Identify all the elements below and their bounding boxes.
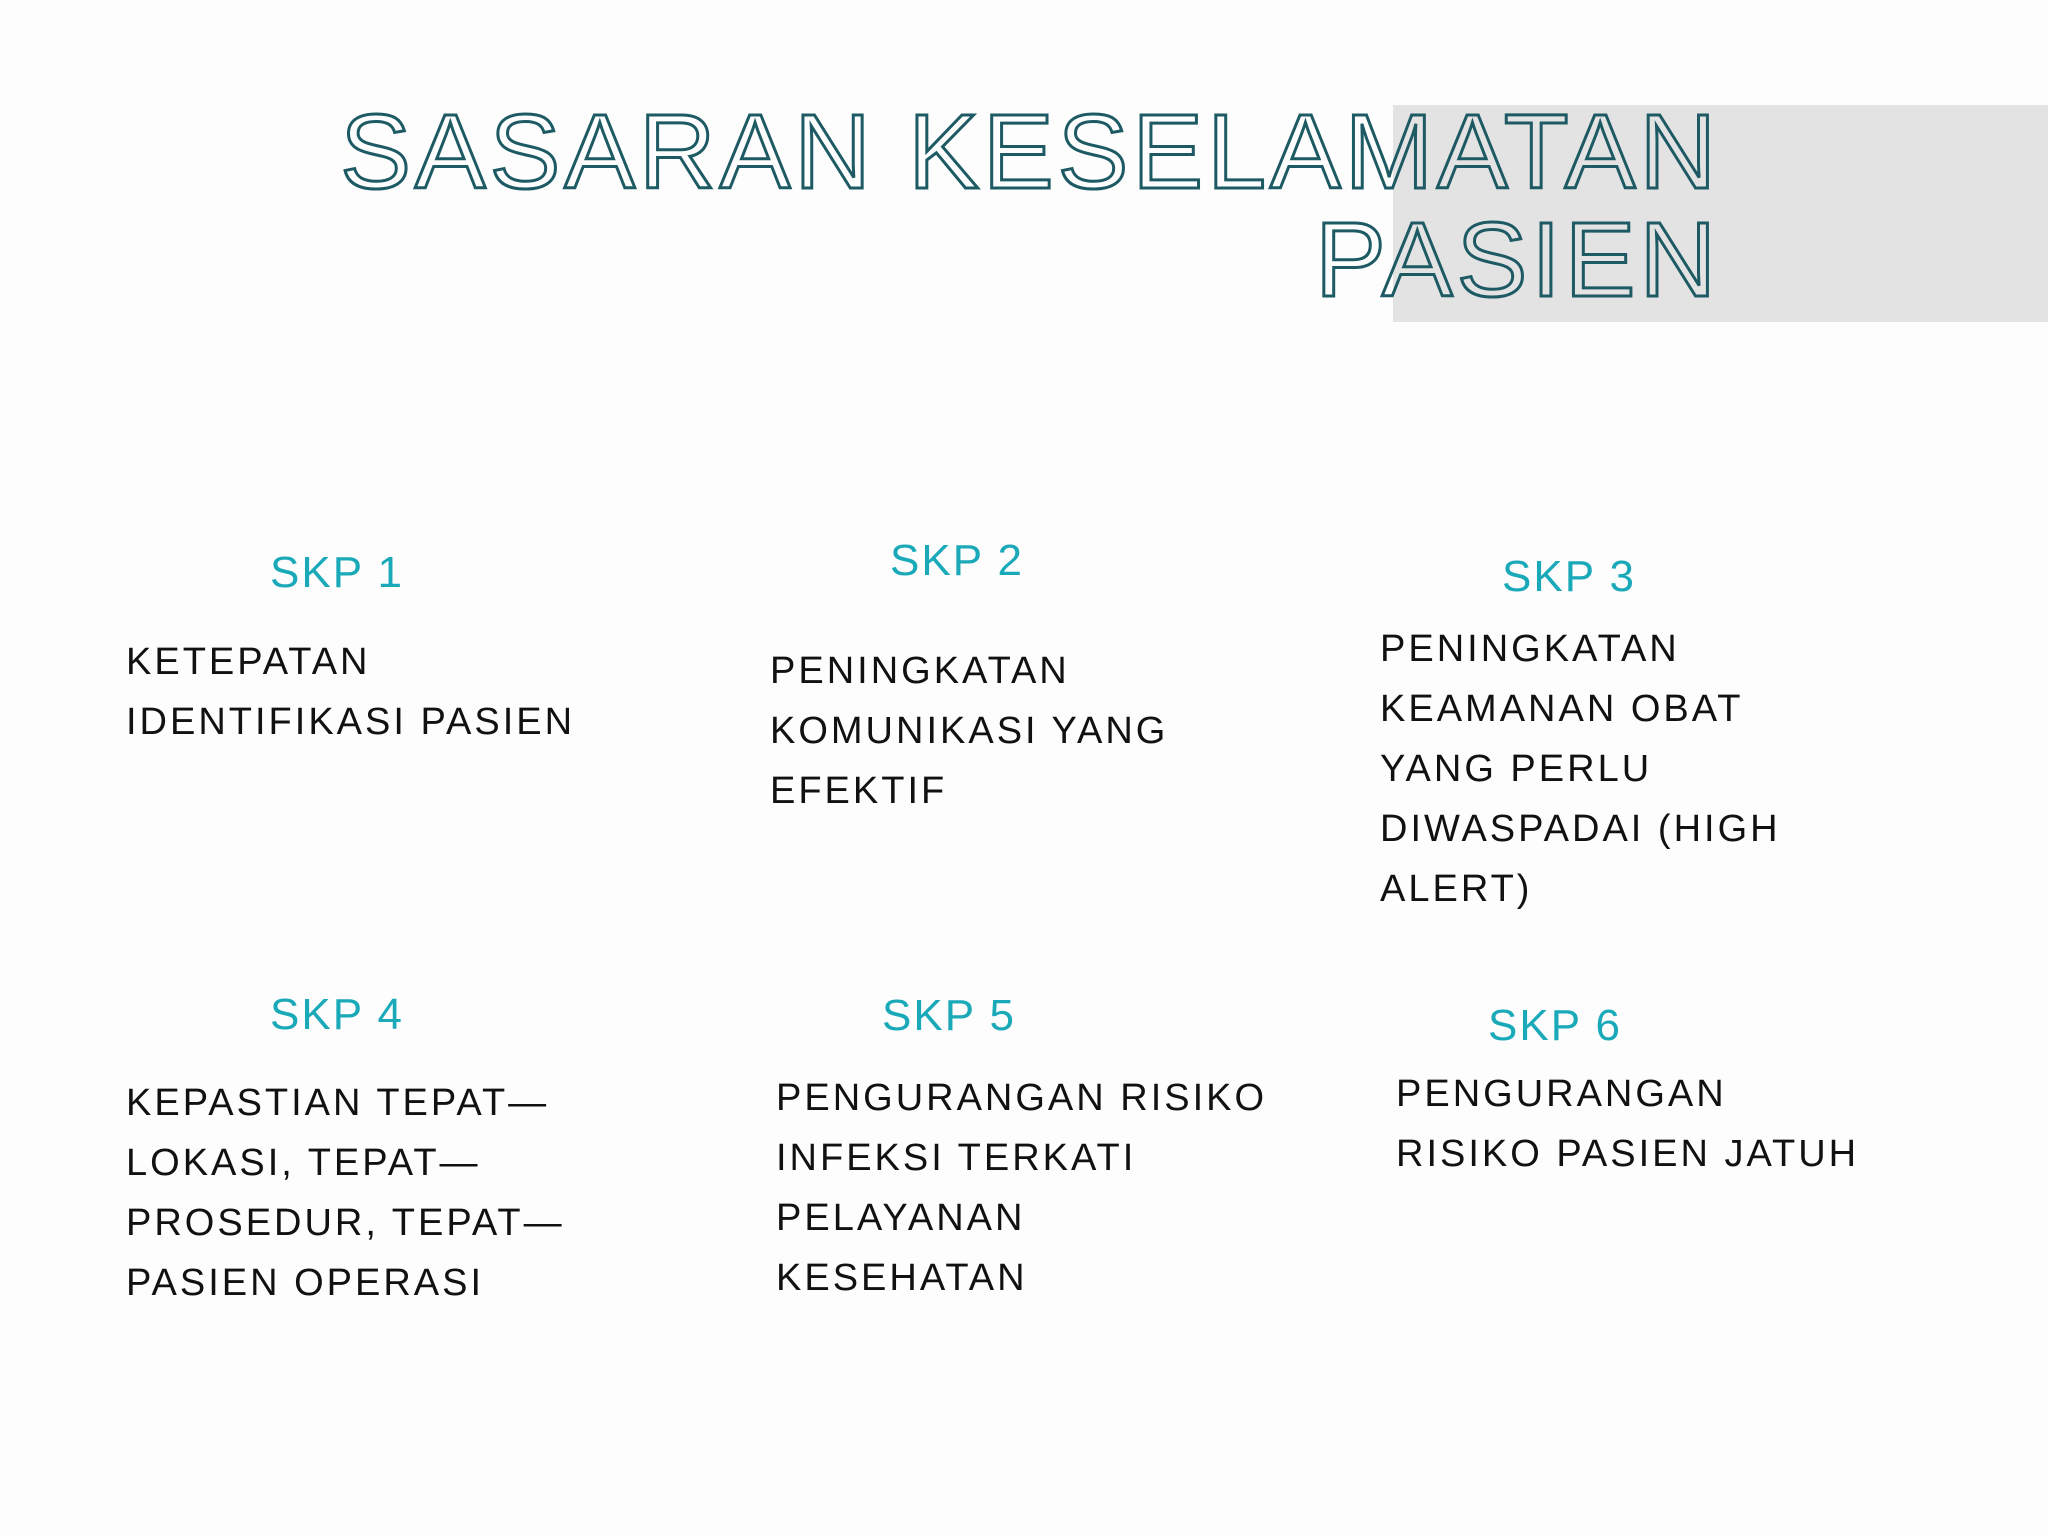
skp-1-heading: SKP 1 [270, 548, 404, 597]
skp-5-line: PENGURANGAN RISIKO [776, 1077, 1268, 1119]
skp-2-line: EFEKTIF [770, 770, 948, 812]
skp-4-line: LOKASI, TEPAT— [126, 1142, 481, 1184]
skp-4-heading: SKP 4 [270, 990, 404, 1039]
skp-2-line: PENINGKATAN [770, 650, 1070, 692]
skp-2-line: KOMUNIKASI YANG [770, 710, 1169, 752]
skp-2-description [770, 641, 1168, 821]
skp-5-heading: SKP 5 [882, 991, 1016, 1040]
skp-5-line: KESEHATAN [776, 1257, 1028, 1299]
skp-3-line: ALERT) [1380, 868, 1533, 910]
skp-6-heading: SKP 6 [1488, 1001, 1622, 1050]
skp-6-line: RISIKO PASIEN JATUH [1396, 1133, 1860, 1175]
skp-1-description [126, 632, 575, 752]
skp-3-description [1380, 619, 1781, 919]
skp-1-line: IDENTIFIKASI PASIEN [126, 701, 576, 743]
slide-title [150, 93, 1720, 319]
skp-6-description [1396, 1064, 1859, 1184]
skp-4-line: KEPASTIAN TEPAT— [126, 1082, 550, 1124]
skp-4-line: PROSEDUR, TEPAT— [126, 1202, 565, 1244]
skp-5-line: INFEKSI TERKATI [776, 1137, 1137, 1179]
skp-3-line: PENINGKATAN [1380, 628, 1680, 670]
slide-title-line: PASIEN [1315, 201, 1720, 319]
skp-3-line: KEAMANAN OBAT [1380, 688, 1744, 730]
skp-1-line: KETEPATAN [126, 641, 371, 683]
skp-3-line: DIWASPADAI (HIGH [1380, 808, 1781, 850]
skp-5-description [776, 1068, 1267, 1308]
skp-3-line: YANG PERLU [1380, 748, 1653, 790]
skp-5-line: PELAYANAN [776, 1197, 1026, 1239]
skp-2-heading: SKP 2 [890, 536, 1024, 585]
skp-4-line: PASIEN OPERASI [126, 1262, 485, 1304]
slide-title-line: SASARAN KESELAMATAN [340, 93, 1720, 211]
skp-6-line: PENGURANGAN [1396, 1073, 1727, 1115]
skp-3-heading: SKP 3 [1502, 552, 1636, 601]
skp-4-description [126, 1073, 565, 1313]
